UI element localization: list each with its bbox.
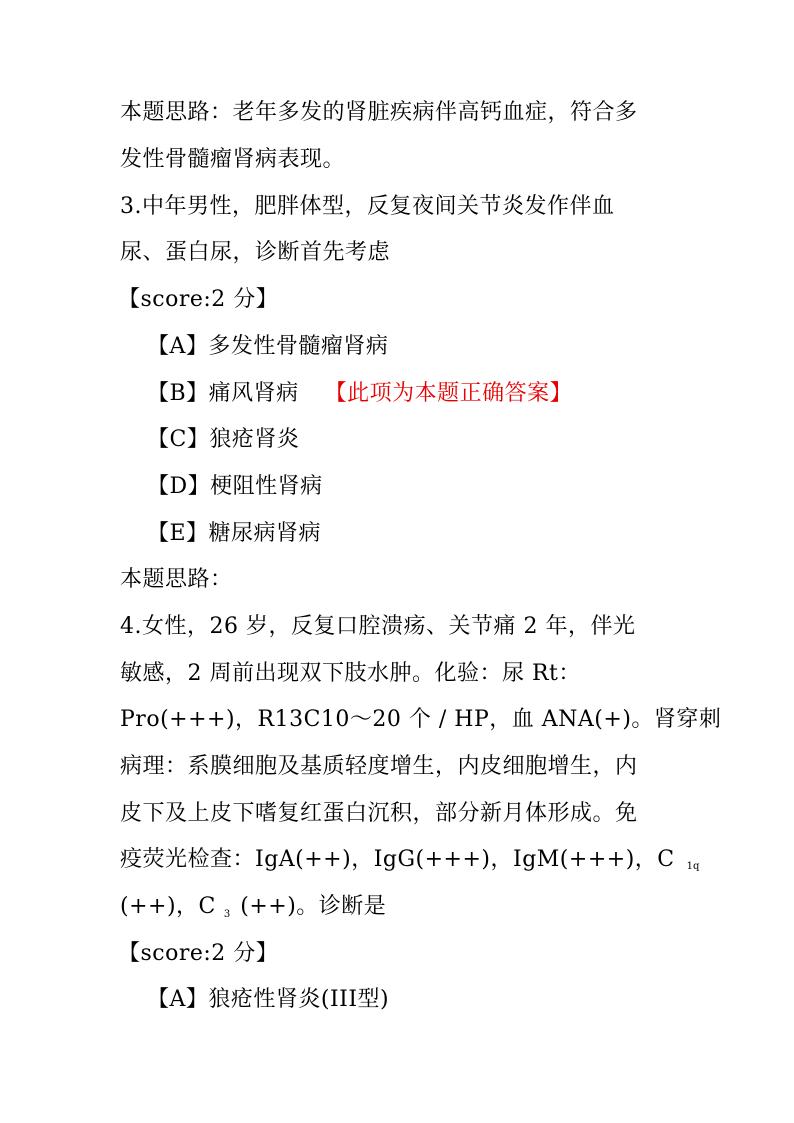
q4-stem-line-7 <box>120 892 386 930</box>
q3-option-c: 【C】狼疮肾炎 <box>147 427 300 452</box>
q4-stem-line-7-a: (++)，C <box>120 894 216 919</box>
c3-subscript: 3 <box>223 909 231 920</box>
q3-option-d: 【D】梗阻性肾病 <box>147 474 323 499</box>
q3-option-a: 【A】多发性骨髓瘤肾病 <box>147 334 389 359</box>
c1q-subscript: 1q <box>686 861 700 872</box>
q2-analysis-line-1: 本题思路：老年多发的肾脏疾病伴高钙血症，符合多 <box>120 100 638 125</box>
q3-option-b-row <box>147 379 572 409</box>
q3-analysis: 本题思路： <box>120 567 233 592</box>
q4-stem-line-6-text: 疫荧光检查：IgA(++)，IgG(+++)，IgM(+++)，C <box>120 847 675 872</box>
q3-option-b: 【B】痛风肾病 <box>147 381 299 406</box>
q3-stem-line-1: 3.中年男性，肥胖体型，反复夜间关节炎发作伴血 <box>120 194 615 219</box>
q3-score: 【score:2 分】 <box>118 287 279 312</box>
q4-stem-line-3: Pro(+++)，R13C10～20 个 / HP，血 ANA(+)。肾穿刺 <box>120 707 722 732</box>
q3-stem-line-2: 尿、蛋白尿，诊断首先考虑 <box>120 240 391 265</box>
q3-option-e: 【E】糖尿病肾病 <box>147 521 322 546</box>
q4-stem-line-6 <box>120 845 699 882</box>
q2-analysis-line-2: 发性骨髓瘤肾病表现。 <box>120 147 346 172</box>
correct-answer-note: 【此项为本题正确答案】 <box>324 381 573 406</box>
q4-stem-line-4: 病理：系膜细胞及基质轻度增生，内皮细胞增生，内 <box>120 754 638 779</box>
q4-stem-line-7-b: (++)。诊断是 <box>240 894 387 919</box>
q4-score: 【score:2 分】 <box>118 941 279 966</box>
q4-stem-line-5: 皮下及上皮下嗜复红蛋白沉积，部分新月体形成。免 <box>120 801 638 826</box>
q4-option-a: 【A】狼疮性肾炎(III型) <box>147 987 390 1012</box>
q4-stem-line-2: 敏感，2 周前出现双下肢水肿。化验：尿 Rt： <box>120 661 581 686</box>
q4-stem-line-1: 4.女性，26 岁，反复口腔溃疡、关节痛 2 年，伴光 <box>120 614 636 639</box>
